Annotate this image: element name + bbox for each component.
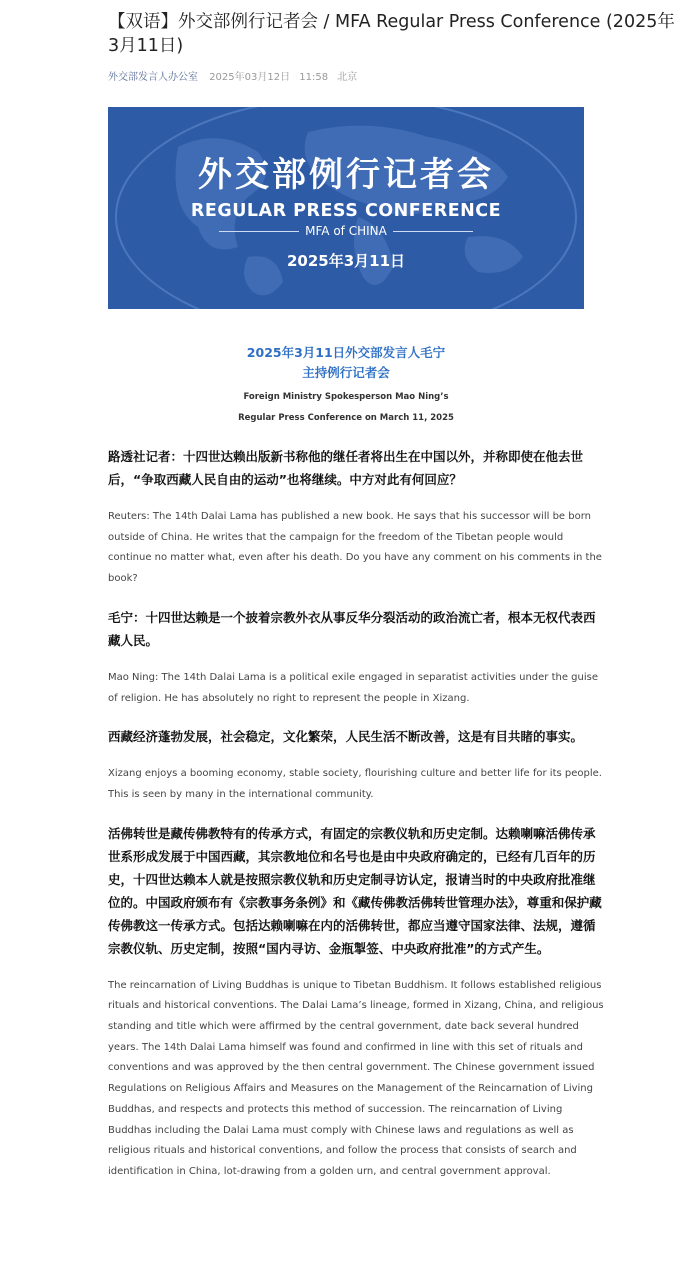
paragraph-answer-cn-2: 西藏经济蓬勃发展，社会稳定，文化繁荣，人民生活不断改善，这是有目共睹的事实。 — [108, 729, 584, 745]
publish-time: 11:58 — [299, 72, 329, 83]
paragraph-question-cn: 路透社记者：十四世达赖出版新书称他的继任者将出生在中国以外，并称即使在他去世后，“争取西藏人民自由的运动”也将继续。中方对此有何回应？ — [108, 449, 584, 487]
paragraph-answer-cn-3: 活佛转世是藏传佛教特有的传承方式，有固定的宗教仪轨和历史定制。达赖喇嘛活佛传承世系形成发展于中国西藏，其宗教地位和名号也是由中央政府确定的，已经有几百年的历史，十四世达赖本人就是按照宗教仪轨和历史定制寻访认定，报请当时的中央政府批准继位的。中国政府颁布有《宗教事务条例》和《藏传佛教活佛转世管理办法》，尊重和保护藏传佛教这一传承方式。包括达赖喇嘛在内的活佛转世，都应当遵守国家法律、法规，遵循宗教仪轨、历史定制，按照“国内寻访、金瓶掣签、中央政府批准”的方式产生。 — [108, 825, 602, 956]
paragraph-answer-en-1: Mao Ning: The 14th Dalai Lama is a political exile engaged in separatist activities under the guise of religion. He has absolutely no right to represent the people in Xizang. — [108, 671, 598, 704]
banner-date: 2025年3月11日 — [286, 252, 406, 270]
author-link[interactable]: 外交部发言人办公室 — [108, 72, 198, 83]
publish-location: 北京 — [337, 72, 358, 83]
paragraph-question-en: Reuters: The 14th Dalai Lama has published a new book. He says that his successor will be born outside of China. He writes that the campaign for the freedom of the Tibetan people would continue no matter what, even after his death. Do you have any comment on his comments in the book? — [108, 511, 602, 585]
heading-cn-line2: 主持例行记者会 — [302, 365, 390, 380]
banner-title-cn: 外交部例行记者会 — [198, 155, 494, 195]
heading-en-line1: Foreign Ministry Spokesperson Mao Ning’s — [243, 392, 449, 402]
banner-image — [108, 107, 584, 309]
banner-title-en: REGULAR PRESS CONFERENCE — [190, 201, 502, 221]
section-heading — [108, 343, 584, 429]
paragraph-answer-en-2: Xizang enjoys a booming economy, stable society, flourishing culture and better life for its people. This is seen by many in the international community. — [108, 768, 602, 800]
heading-cn-line1: 2025年3月11日外交部发言人毛宁 — [246, 345, 446, 360]
paragraph-answer-cn-1: 毛宁：十四世达赖是一个披着宗教外衣从事反华分裂活动的政治流亡者，根本无权代表西藏人民。 — [108, 609, 596, 648]
banner-subtitle: MFA of CHINA — [108, 224, 584, 238]
heading-en-line2: Regular Press Conference on March 11, 2025 — [238, 413, 454, 423]
paragraph-answer-en-3: The reincarnation of Living Buddhas is unique to Tibetan Buddhism. It follows established religious rituals and historical conventions. The Dalai Lama’s lineage, formed in Xizang, China, and religious standing and title which were affirmed by the central government, date back several hundred years. The 14th Dalai Lama himself was found and confirmed in line with this set of rituals and conventions and was approved by the then central government. The Chinese government issued Regulations on Religious Affairs and Measures on the Management of the Reincarnation of Living Buddhas, and respects and protects this method of succession. The reincarnation of Living Buddhas including the Dalai Lama must comply with Chinese laws and regulations as well as religious rituals and historical conventions, and follow the process that consists of search and identification in China, lot-drawing from a golden urn, and central government approval. — [108, 979, 604, 1177]
article-meta — [108, 68, 584, 83]
article-title: 【双语】外交部例行记者会 / MFA Regular Press Conference (2025年3月11日) — [108, 12, 675, 56]
publish-date: 2025年03月12日 — [209, 72, 291, 83]
